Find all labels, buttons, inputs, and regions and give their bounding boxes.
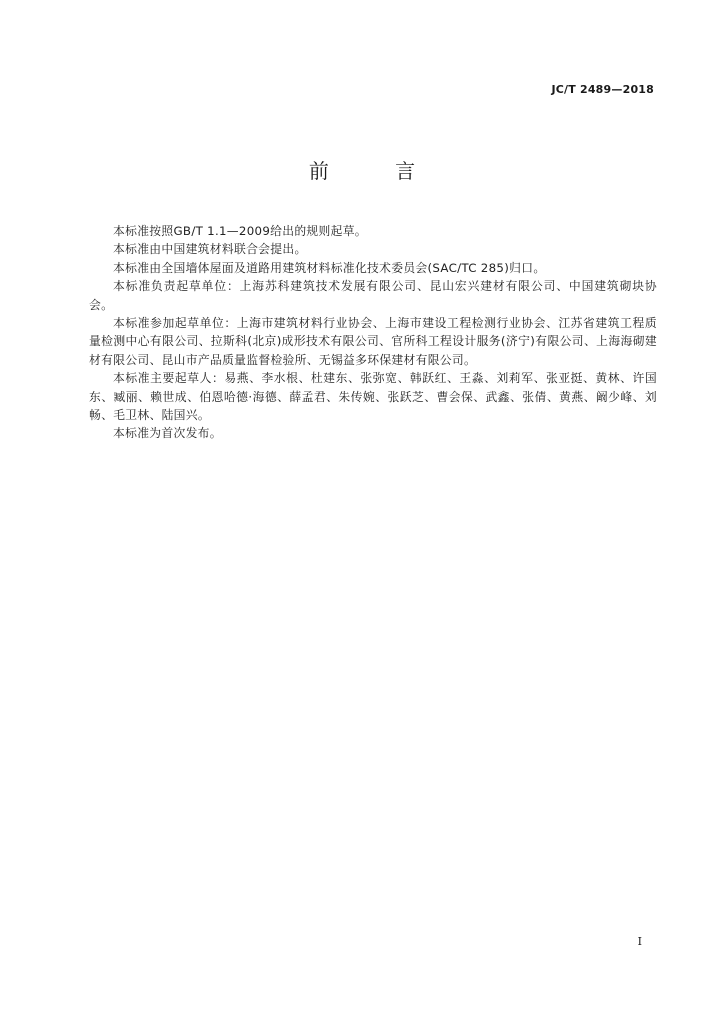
paragraph-lead-drafters: 本标准负责起草单位：上海苏科建筑技术发展有限公司、昆山宏兴建材有限公司、中国建筑砌块协会。 [89,279,657,312]
standard-code: JC/T 2489—2018 [551,83,654,96]
paragraph-proposer: 本标准由中国建筑材料联合会提出。 [113,242,307,257]
document-body [89,222,657,443]
paragraph-participating-drafters: 本标准参加起草单位：上海市建筑材料行业协会、上海市建设工程检测行业协会、江苏省建筑工程质量检测中心有限公司、拉斯科(北京)成形技术有限公司、官所科工程设计服务(济宁)有限公司、上海海砌建材有限公司、昆山市产品质量监督检验所、无锡益多环保建材有限公司。 [89,316,657,367]
paragraph-committee: 本标准由全国墙体屋面及道路用建筑材料标准化技术委员会(SAC/TC 285)归口。 [113,260,546,275]
page-title: 前 言 [308,159,446,183]
paragraph-drafting-rules: 本标准按照GB/T 1.1—2009给出的规则起草。 [113,224,367,238]
paragraph-main-drafters: 本标准主要起草人：易燕、李水根、杜建东、张弥宽、韩跃红、王淼、刘莉军、张亚挺、黄林、许国东、臧丽、赖世成、伯恩哈德·海德、薛孟君、朱传婉、张跃芝、曹会保、武鑫、张倩、黄燕、阚少峰、刘畅、毛卫林、陆国兴。 [89,371,657,423]
paragraph-first-release: 本标准为首次发布。 [113,426,222,441]
page-number: I [637,935,642,948]
